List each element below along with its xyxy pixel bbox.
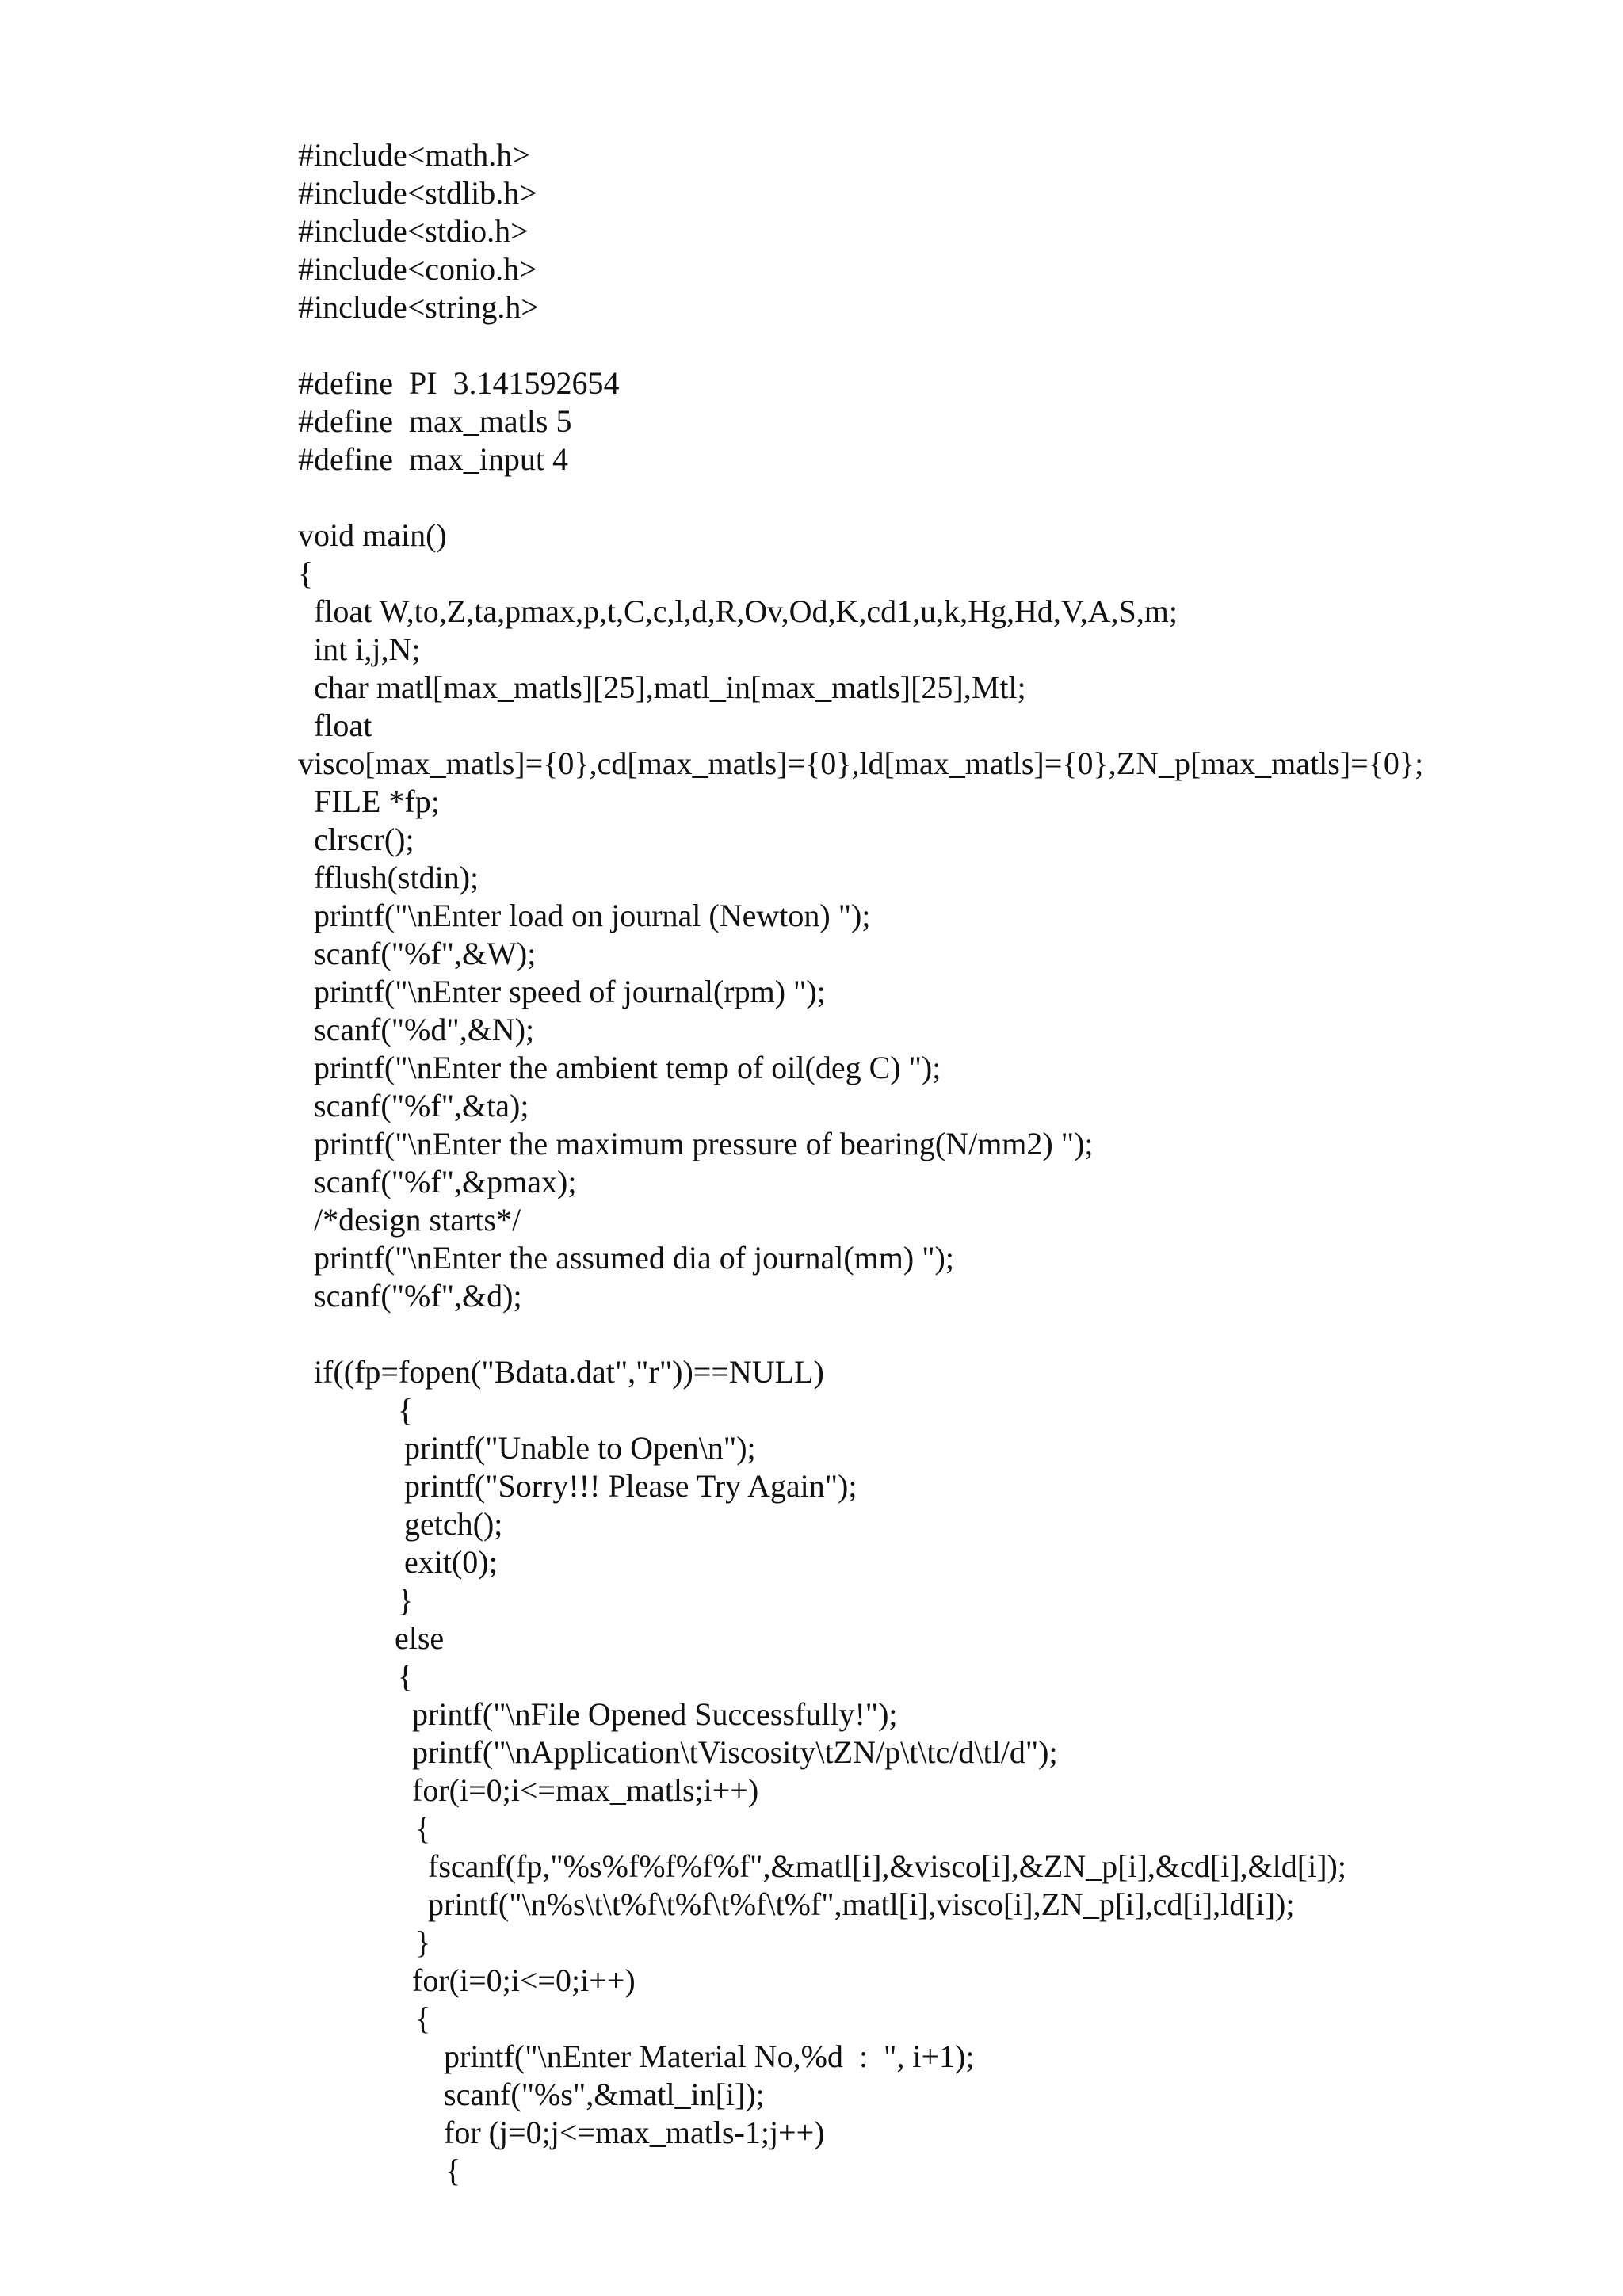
code-line: float xyxy=(314,707,372,743)
code-line: if((fp=fopen("Bdata.dat","r"))==NULL) xyxy=(314,1354,824,1390)
code-line: #include<math.h> xyxy=(298,137,530,173)
code-line: printf("\n%s\t\t%f\t%f\t%f\t%f",matl[i],visco[i],ZN_p[i],cd[i],ld[i]); xyxy=(428,1886,1295,1922)
code-line: printf("\nEnter load on journal (Newton) "); xyxy=(314,898,871,933)
code-line: FILE *fp; xyxy=(314,784,440,819)
code-line: exit(0); xyxy=(404,1544,498,1580)
code-line: printf("\nApplication\tViscosity\tZN/p\t\tc/d\tl/d"); xyxy=(412,1734,1058,1770)
code-line: clrscr(); xyxy=(314,822,414,857)
code-line: #include<string.h> xyxy=(298,289,539,325)
code-line: #define max_matls 5 xyxy=(298,403,572,439)
code-line: printf("\nEnter the maximum pressure of bearing(N/mm2) "); xyxy=(314,1126,1094,1161)
code-line: } xyxy=(398,1582,414,1618)
code-line: char matl[max_matls][25],matl_in[max_matls][25],Mtl; xyxy=(314,669,1026,705)
code-line: } xyxy=(415,1924,431,1960)
code-line: float W,to,Z,ta,pmax,p,t,C,c,l,d,R,Ov,Od,K,cd1,u,k,Hg,Hd,V,A,S,m; xyxy=(314,593,1178,629)
code-line: getch(); xyxy=(404,1506,503,1542)
code-line: printf("\nEnter speed of journal(rpm) "); xyxy=(314,974,826,1009)
code-line: for(i=0;i<=max_matls;i++) xyxy=(412,1772,759,1808)
code-line: printf("Unable to Open\n"); xyxy=(404,1430,756,1466)
code-line: visco[max_matls]={0},cd[max_matls]={0},ld[max_matls]={0},ZN_p[max_matls]={0}; xyxy=(298,746,1424,781)
code-line: { xyxy=(445,2153,461,2188)
code-line: /*design starts*/ xyxy=(314,1202,521,1238)
code-line: #define max_input 4 xyxy=(298,441,569,477)
code-line: else xyxy=(395,1620,445,1656)
code-line: #include<conio.h> xyxy=(298,251,537,287)
code-line: { xyxy=(298,555,314,591)
code-line: { xyxy=(398,1392,414,1428)
code-line: printf("Sorry!!! Please Try Again"); xyxy=(404,1468,857,1504)
code-line: scanf("%s",&matl_in[i]); xyxy=(444,2077,765,2112)
code-line: printf("\nEnter Material No,%d : ", i+1); xyxy=(444,2039,975,2074)
code-line: int i,j,N; xyxy=(314,631,421,667)
code-line: scanf("%f",&W); xyxy=(314,936,537,971)
code-line: for(i=0;i<=0;i++) xyxy=(412,1962,636,1998)
code-line: #define PI 3.141592654 xyxy=(298,365,620,401)
code-line: scanf("%f",&pmax); xyxy=(314,1164,577,1199)
code-line: scanf("%d",&N); xyxy=(314,1012,535,1047)
code-line: for (j=0;j<=max_matls-1;j++) xyxy=(444,2115,825,2150)
code-line: printf("\nEnter the assumed dia of journal(mm) "); xyxy=(314,1240,954,1276)
code-line: printf("\nEnter the ambient temp of oil(deg C) "); xyxy=(314,1050,941,1085)
code-line: void main() xyxy=(298,517,447,553)
code-line: { xyxy=(398,1658,414,1694)
code-line: #include<stdio.h> xyxy=(298,213,529,249)
code-line: fscanf(fp,"%s%f%f%f%f",&matl[i],&visco[i],&ZN_p[i],&cd[i],&ld[i]); xyxy=(428,1848,1346,1884)
code-line: { xyxy=(415,2000,431,2036)
code-line: scanf("%f",&ta); xyxy=(314,1088,529,1123)
code-line: fflush(stdin); xyxy=(314,860,479,895)
code-line: scanf("%f",&d); xyxy=(314,1278,522,1314)
code-line: printf("\nFile Opened Successfully!"); xyxy=(412,1696,898,1732)
code-line: { xyxy=(415,1810,431,1846)
code-line: #include<stdlib.h> xyxy=(298,175,537,211)
